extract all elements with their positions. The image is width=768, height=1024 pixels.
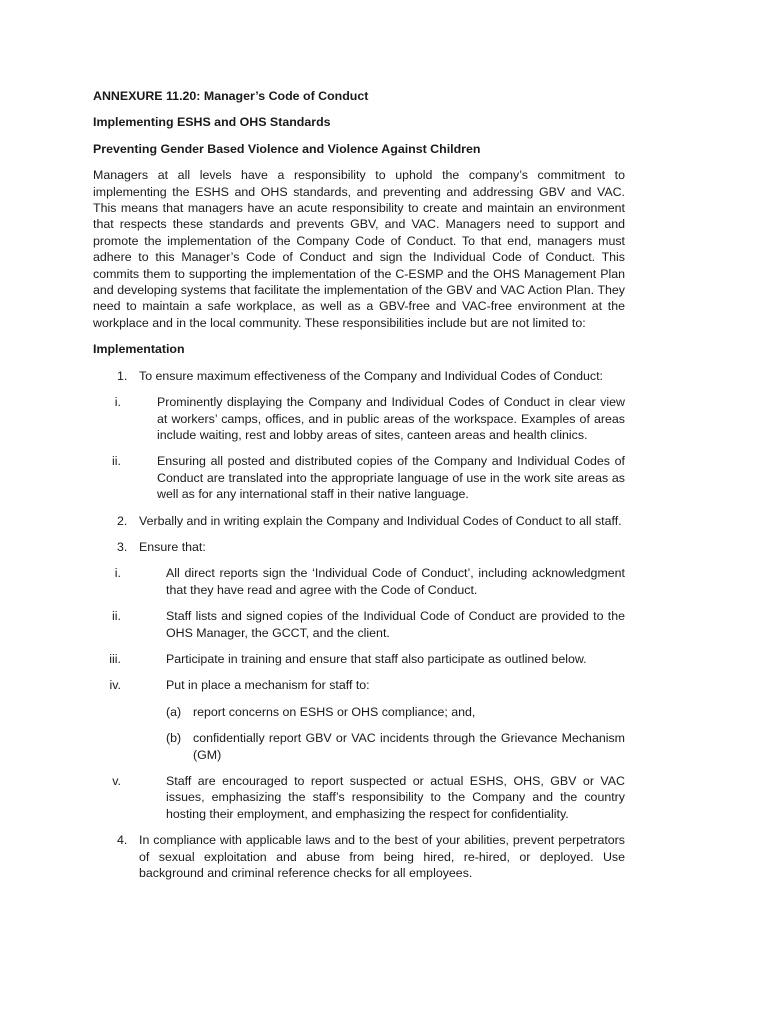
list-subitem-3-iv-b — [93, 730, 625, 763]
subitem-text: Put in place a mechanism for staff to: — [166, 678, 370, 693]
document-page — [93, 88, 625, 891]
list-number: 3. — [117, 539, 128, 554]
list-item-2 — [93, 513, 625, 529]
subitem-text: Staff are encouraged to report suspected or actual ESHS, OHS, GBV or VAC issues, emphasizing the staff’s responsibility to the Company and the country hosting their employment, and emphasizing the respect for confidentiality. — [166, 774, 625, 821]
list-subitem-3-iv — [93, 677, 625, 693]
list-item-1 — [93, 368, 625, 384]
subitem-text: report concerns on ESHS or OHS compliance; and, — [193, 704, 476, 719]
list-item-text: Ensure that: — [139, 539, 206, 554]
roman-marker: v. — [112, 774, 121, 788]
roman-marker: iv. — [109, 678, 121, 693]
list-subitem-1-ii — [93, 453, 625, 502]
annex-title: ANNEXURE 11.20: Manager’s Code of Conduct — [93, 89, 369, 103]
list-number: 2. — [117, 513, 128, 528]
subitem-text: Staff lists and signed copies of the Individual Code of Conduct are provided to the OHS Manager, the GCCT, and the client. — [166, 609, 625, 640]
subitem-text: confidentially report GBV or VAC incidents through the Grievance Mechanism (GM) — [193, 731, 625, 762]
list-item-text: To ensure maximum effectiveness of the Company and Individual Codes of Conduct: — [139, 368, 603, 383]
roman-marker: i. — [114, 395, 121, 410]
subitem-text: Prominently displaying the Company and Individual Codes of Conduct in clear view at workers’ camps, offices, and in public areas of the workspace. Examples of areas include waiting, rest and lobby areas of sites, canteen areas and health clinics. — [157, 395, 625, 442]
list-number: 4. — [117, 833, 128, 848]
roman-marker: ii. — [112, 454, 121, 469]
list-subitem-1-i — [93, 394, 625, 443]
subtitle: Implementing ESHS and OHS Standards — [93, 115, 331, 130]
roman-marker: i. — [114, 566, 121, 581]
letter-marker: (a) — [166, 704, 182, 719]
roman-marker: iii. — [109, 651, 121, 666]
list-item-4 — [93, 832, 625, 881]
list-item-3 — [93, 539, 625, 555]
list-number: 1. — [117, 368, 128, 383]
roman-marker: ii. — [112, 609, 121, 624]
intro-paragraph: Managers at all levels have a responsibility to uphold the company’s commitment to implementing the ESHS and OHS standards, and preventing and addressing GBV and VAC. This means that managers have an acute responsibility to create and maintain an environment that respects these standards and prevents GBV, and VAC. Managers need to support and promote the implementation of the Company Code of Conduct. To that end, managers must adhere to this Manager’s Code of Conduct and sign the Individual Code of Conduct. This commits them to supporting the implementation of the C-ESMP and the OHS Management Plan and developing systems that facilitate the implementation of the GBV and VAC Action Plan. They need to maintain a safe workplace, as well as a GBV-free and VAC-free environment at the workplace and in the local community. These responsibilities include but are not limited to: — [93, 168, 625, 330]
subitem-text: Participate in training and ensure that staff also participate as outlined below. — [166, 651, 587, 666]
list-subitem-3-v — [93, 773, 625, 822]
list-subitem-3-iii — [93, 651, 625, 667]
list-item-text: In compliance with applicable laws and to the best of your abilities, prevent perpetrators of sexual exploitation and abuse from being hired, re-hired, or deployed. Use background and criminal reference checks for all employees. — [139, 833, 625, 881]
subtitle-gbv-vac: Preventing Gender Based Violence and Violence Against Children — [93, 141, 481, 156]
subitem-text: Ensuring all posted and distributed copies of the Company and Individual Codes of Conduct are translated into the appropriate language of use in the work site areas as well as for any international staff in their native language. — [157, 454, 625, 502]
list-subitem-3-i — [93, 565, 625, 598]
subitem-text: All direct reports sign the ‘Individual Code of Conduct’, including acknowledgment that they have read and agree with the Code of Conduct. — [166, 566, 625, 597]
list-subitem-3-ii — [93, 608, 625, 641]
list-item-text: Verbally and in writing explain the Company and Individual Codes of Conduct to all staff. — [139, 513, 622, 528]
list-subitem-3-iv-a — [93, 704, 625, 720]
letter-marker: (b) — [166, 731, 182, 746]
implementation-heading: Implementation — [93, 342, 185, 357]
